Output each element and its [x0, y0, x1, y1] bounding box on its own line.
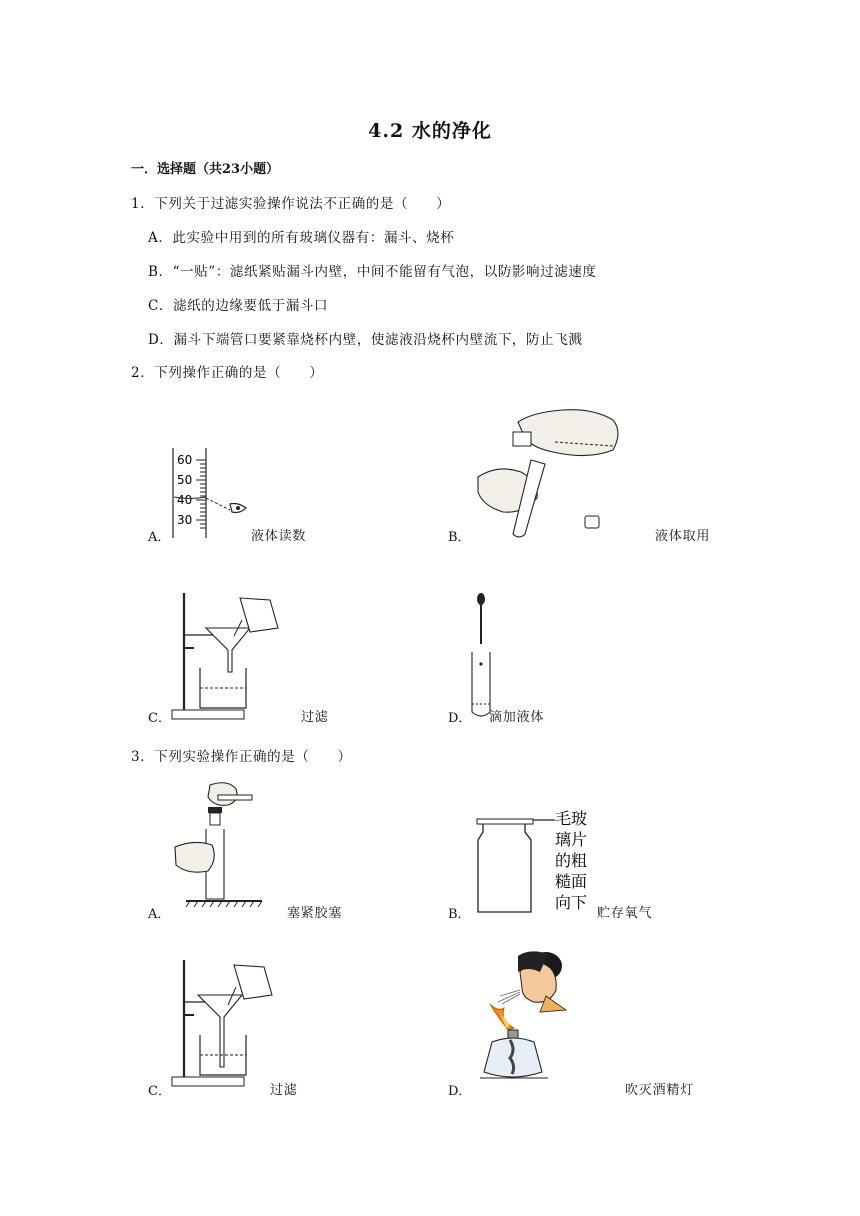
- question-3-stem: 3．下列实验操作正确的是（ ）: [131, 749, 352, 765]
- jar-note-line-1: 毛玻: [555, 809, 588, 828]
- question-1-option-d: D．漏斗下端管口要紧靠烧杯内壁，使滤液沿烧杯内壁流下，防止飞溅: [148, 332, 583, 348]
- q3-option-a-letter: A．: [148, 907, 171, 922]
- q2-option-b-letter: B．: [448, 530, 471, 545]
- cylinder-tick-40: 40: [177, 493, 193, 507]
- rubber-stopper-icon: [208, 807, 222, 813]
- section-heading: 一．选择题（共23小题）: [131, 162, 280, 177]
- filtration-figure: [170, 588, 285, 723]
- funnel-icon: [198, 995, 242, 1067]
- stopper-icon: [585, 516, 599, 528]
- dropper-figure: [470, 592, 500, 722]
- question-1-stem: 1．下列关于过滤实验操作说法不正确的是（ ）: [131, 196, 451, 212]
- q3-option-b-caption: 贮存氧气: [597, 906, 653, 921]
- jar-note-line-4: 糙面: [555, 872, 588, 891]
- glass-plate-icon: [477, 819, 533, 824]
- liquid-pouring-figure: [473, 402, 643, 542]
- alcohol-lamp-figure: [470, 938, 590, 1098]
- page-title: 4.2 水的净化: [368, 120, 492, 142]
- q3-option-c-caption: 过滤: [270, 1083, 298, 1098]
- question-2-stem: 2．下列操作正确的是（ ）: [131, 365, 324, 381]
- q3-option-d-letter: D．: [448, 1084, 472, 1099]
- hand-icon: [208, 783, 237, 806]
- q2-option-d-letter: D．: [448, 711, 472, 726]
- cylinder-tick-60: 60: [177, 453, 193, 467]
- jar-note-line-2: 璃片: [555, 830, 588, 849]
- stopper-pressing-figure: [170, 775, 265, 913]
- question-1-option-c: C．滤纸的边缘要低于漏斗口: [148, 298, 329, 314]
- q2-option-c-letter: C．: [148, 711, 171, 726]
- hand-icon-lower: [175, 842, 214, 872]
- q3-option-c-letter: C．: [148, 1084, 171, 1099]
- graduated-cylinder-reading-figure: [170, 448, 260, 543]
- dropper-bulb-icon: [477, 593, 485, 605]
- q2-option-c-caption: 过滤: [301, 710, 329, 725]
- jar-note-line-5: 向下: [555, 893, 588, 912]
- question-1-option-a: A．此实验中用到的所有玻璃仪器有：漏斗、烧杯: [148, 230, 455, 246]
- bottle-hand-icon: [518, 410, 618, 456]
- q2-option-a-letter: A．: [148, 530, 171, 545]
- q2-option-b-caption: 液体取用: [655, 529, 711, 544]
- gas-jar-figure: [473, 804, 588, 916]
- jar-note-line-3: 的粗: [555, 851, 588, 870]
- cylinder-tick-50: 50: [177, 473, 193, 487]
- q2-option-a-caption: 液体读数: [251, 529, 307, 544]
- funnel-icon: [206, 628, 250, 672]
- q2-option-d-caption: 滴加液体: [489, 710, 545, 725]
- test-tube-icon: [472, 652, 490, 716]
- cylinder-tick-30: 30: [177, 513, 193, 527]
- q3-option-d-caption: 吹灭酒精灯: [625, 1083, 695, 1098]
- question-1-option-b: B．“一贴”：滤纸紧贴漏斗内壁，中间不能留有气泡，以防影响过滤速度: [148, 264, 597, 280]
- filtration-figure-2: [170, 955, 285, 1090]
- q3-option-b-letter: B．: [448, 907, 471, 922]
- q3-option-a-caption: 塞紧胶塞: [287, 906, 343, 921]
- gas-jar-icon: [478, 824, 531, 912]
